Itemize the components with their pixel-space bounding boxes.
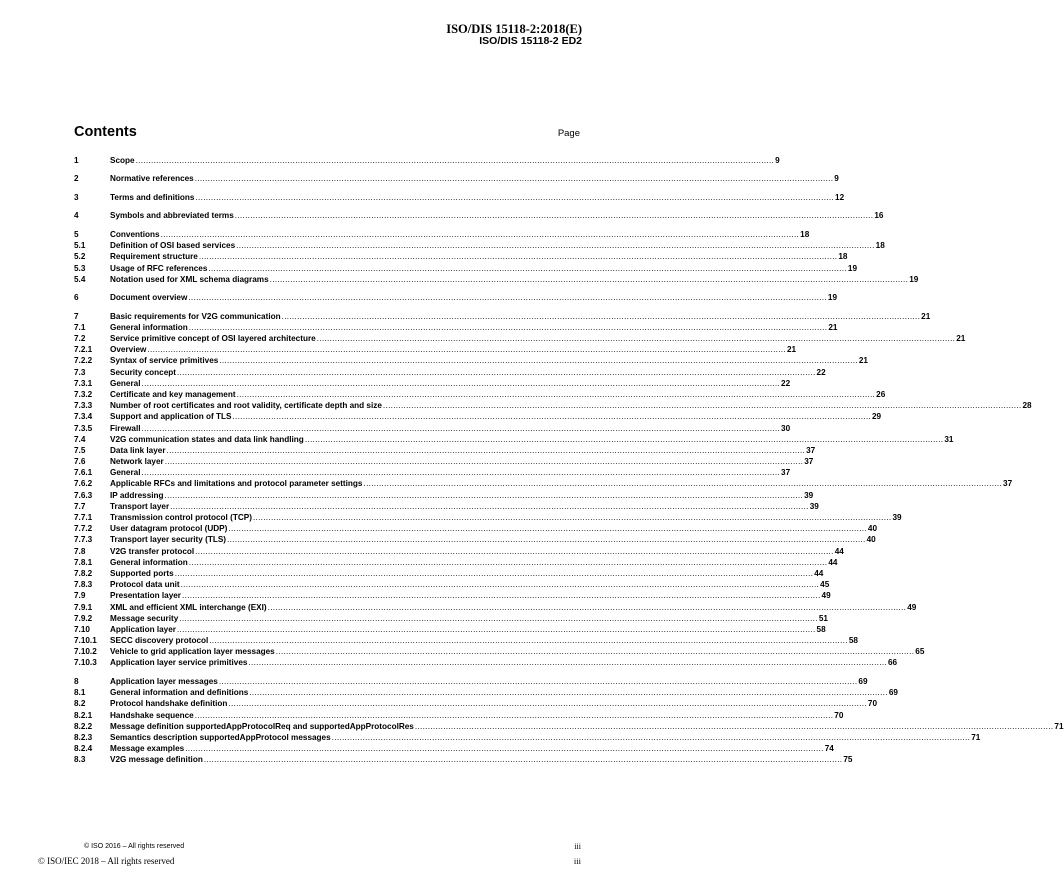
toc-entry[interactable] bbox=[74, 274, 919, 285]
toc-entry-page[interactable]: 22 bbox=[816, 367, 826, 377]
toc-entry-title[interactable]: Conventions bbox=[110, 229, 160, 239]
toc-entry-title[interactable]: Data link layer bbox=[110, 445, 166, 455]
toc-entry-number: 7.8.2 bbox=[74, 568, 93, 578]
toc-entry-title[interactable]: Transport layer bbox=[110, 501, 170, 511]
toc-entry-number: 5.2 bbox=[74, 252, 86, 262]
toc-entry[interactable] bbox=[74, 434, 954, 445]
toc-entry-title[interactable]: User datagram protocol (UDP) bbox=[110, 524, 228, 534]
toc-entry-number: 7.3 bbox=[74, 367, 86, 377]
toc-leader-dots bbox=[282, 311, 921, 322]
toc-entry-title[interactable]: General bbox=[110, 378, 141, 388]
toc-leader-dots bbox=[195, 192, 834, 203]
toc-entry-page[interactable]: 39 bbox=[892, 513, 902, 523]
toc-entry-number: 7.6.1 bbox=[74, 468, 93, 478]
toc-entry-title[interactable]: General information bbox=[110, 322, 188, 332]
toc-leader-dots bbox=[189, 557, 828, 568]
toc-entry-title[interactable]: Notation used for XML schema diagrams bbox=[110, 274, 269, 284]
toc-entry[interactable] bbox=[74, 445, 816, 456]
toc-entry-number: 7.8.1 bbox=[74, 557, 93, 567]
toc-entry-page[interactable]: 69 bbox=[888, 688, 898, 698]
toc-entry-number: 6 bbox=[74, 293, 79, 303]
toc-entry-page[interactable]: 58 bbox=[816, 624, 826, 634]
toc-leader-dots bbox=[195, 173, 834, 184]
toc-entry-page[interactable]: 30 bbox=[781, 423, 791, 433]
toc-entry[interactable] bbox=[74, 355, 868, 366]
toc-entry-page[interactable]: 12 bbox=[835, 192, 845, 202]
toc-entry-number: 8.2 bbox=[74, 699, 86, 709]
toc-entry-number: 1 bbox=[74, 156, 79, 165]
toc-leader-dots bbox=[227, 534, 866, 545]
toc-leader-dots bbox=[165, 456, 804, 467]
toc-leader-dots bbox=[236, 240, 875, 251]
toc-entry[interactable] bbox=[74, 411, 882, 422]
toc-leader-dots bbox=[228, 698, 867, 709]
toc-entry-number: 8.3 bbox=[74, 755, 86, 765]
page-column-label: Page bbox=[557, 128, 580, 139]
toc-entry-title[interactable]: Firewall bbox=[110, 423, 141, 433]
toc-entry-title[interactable]: Terms and definitions bbox=[110, 192, 195, 202]
toc-entry-title[interactable]: Security concept bbox=[110, 367, 176, 377]
toc-entry-page[interactable]: 71 bbox=[971, 732, 981, 742]
toc-entry-page[interactable]: 40 bbox=[866, 535, 876, 545]
toc-entry-page[interactable]: 66 bbox=[887, 658, 898, 668]
toc-entry[interactable] bbox=[74, 251, 848, 262]
toc-entry-number: 8 bbox=[74, 676, 79, 686]
toc-entry-title[interactable]: Support and application of TLS bbox=[110, 412, 232, 422]
toc-entry-number: 8.2.3 bbox=[74, 732, 93, 742]
toc-entry-title[interactable]: Presentation layer bbox=[110, 591, 181, 601]
toc-entry-page[interactable]: 39 bbox=[809, 501, 819, 511]
toc-leader-dots bbox=[147, 344, 786, 355]
toc-entry-number: 7.8 bbox=[74, 546, 86, 556]
toc-leader-dots bbox=[177, 367, 816, 378]
toc-entry-title[interactable]: Vehicle to grid application layer messages bbox=[110, 647, 275, 657]
toc-entry[interactable] bbox=[74, 613, 828, 624]
header-edition-id: ISO/DIS 15118-2 ED2 bbox=[479, 35, 582, 47]
toc-leader-dots bbox=[142, 467, 781, 478]
toc-entry-title[interactable]: Transport layer security (TLS) bbox=[110, 535, 227, 545]
toc-entry[interactable] bbox=[74, 635, 858, 646]
toc-leader-dots bbox=[170, 501, 809, 512]
toc-entry-title[interactable]: Supported ports bbox=[110, 568, 174, 578]
toc-entry[interactable] bbox=[74, 657, 898, 668]
toc-leader-dots bbox=[182, 590, 821, 601]
toc-entry-page[interactable]: 49 bbox=[907, 602, 917, 612]
footer-inner-copyright: © ISO 2016 – All rights reserved bbox=[84, 843, 185, 850]
toc-entry-title[interactable]: General information and definitions bbox=[110, 688, 249, 698]
toc-entry[interactable] bbox=[74, 624, 826, 635]
toc-entry-number: 7.7.3 bbox=[74, 535, 93, 545]
toc-entry[interactable] bbox=[74, 590, 831, 601]
toc-entry-number: 8.2.2 bbox=[74, 721, 93, 731]
toc-leader-dots bbox=[175, 568, 814, 579]
toc-leader-dots bbox=[199, 251, 838, 262]
toc-entry[interactable] bbox=[74, 512, 902, 523]
toc-entry[interactable] bbox=[74, 501, 819, 512]
toc-entry[interactable] bbox=[74, 568, 824, 579]
toc-entry-title[interactable]: Basic requirements for V2G communication bbox=[110, 311, 281, 321]
page-title: Contents bbox=[74, 124, 137, 140]
toc-entry-number: 7.3.5 bbox=[74, 423, 93, 433]
toc-entry-title[interactable]: Certificate and key management bbox=[110, 389, 236, 399]
toc-entry[interactable] bbox=[74, 333, 966, 344]
toc-entry-number: 7.10.2 bbox=[74, 647, 97, 657]
toc-entry-number: 7.10.1 bbox=[74, 636, 97, 646]
toc-entry-page[interactable]: 37 bbox=[806, 445, 816, 455]
toc-entry-title[interactable]: Protocol handshake definition bbox=[110, 699, 228, 709]
toc-leader-dots bbox=[383, 400, 1022, 411]
toc-entry[interactable] bbox=[74, 467, 791, 478]
toc-entry[interactable] bbox=[74, 263, 858, 274]
toc-entry[interactable] bbox=[74, 754, 853, 765]
toc-entry-page[interactable]: 40 bbox=[867, 524, 878, 534]
toc-entry-page[interactable]: 9 bbox=[775, 156, 780, 165]
toc-entry[interactable] bbox=[74, 602, 917, 613]
toc-entry-number: 7.7 bbox=[74, 501, 86, 511]
toc-entry-title[interactable]: Service primitive concept of OSI layered architecture bbox=[110, 334, 316, 344]
toc-entry[interactable] bbox=[74, 687, 898, 698]
toc-leader-dots bbox=[268, 602, 907, 613]
toc-leader-dots bbox=[219, 355, 858, 366]
toc-leader-dots bbox=[237, 389, 876, 400]
toc-leader-dots bbox=[270, 274, 909, 285]
toc-leader-dots bbox=[136, 155, 775, 166]
toc-entry-page[interactable]: 44 bbox=[828, 557, 838, 567]
toc-leader-dots bbox=[235, 210, 874, 221]
toc-entry-number: 7.9.2 bbox=[74, 613, 93, 623]
toc-entry-page[interactable]: 26 bbox=[876, 389, 886, 399]
toc-entry-number: 7 bbox=[74, 311, 79, 321]
toc-entry[interactable] bbox=[74, 698, 878, 709]
toc-entry-page[interactable]: 28 bbox=[1022, 401, 1032, 411]
toc-entry-page[interactable]: 19 bbox=[827, 293, 838, 303]
toc-entry[interactable] bbox=[74, 732, 981, 743]
toc-entry-number: 7.5 bbox=[74, 445, 86, 455]
toc-entry-title[interactable]: Application layer bbox=[110, 624, 176, 634]
toc-leader-dots bbox=[208, 263, 847, 274]
toc-entry[interactable] bbox=[74, 546, 844, 557]
toc-entry-page[interactable]: 29 bbox=[872, 412, 882, 422]
toc-entry-page[interactable]: 19 bbox=[847, 263, 858, 273]
toc-leader-dots bbox=[165, 490, 804, 501]
toc-entry-number: 7.7.2 bbox=[74, 524, 93, 534]
toc-entry-page[interactable]: 21 bbox=[786, 345, 797, 355]
toc-leader-dots bbox=[317, 333, 956, 344]
toc-entry-title[interactable]: IP addressing bbox=[110, 490, 164, 500]
toc-entry-number: 5 bbox=[74, 229, 79, 239]
toc-entry-number: 7.2 bbox=[74, 334, 86, 344]
toc-entry-page[interactable]: 65 bbox=[915, 647, 925, 657]
toc-entry[interactable] bbox=[74, 478, 1013, 489]
toc-entry[interactable] bbox=[74, 173, 839, 184]
toc-entry-page[interactable]: 37 bbox=[1003, 479, 1013, 489]
toc-entry[interactable] bbox=[74, 534, 876, 545]
toc-entry-title[interactable]: Protocol data unit bbox=[110, 580, 180, 590]
toc-entry-page[interactable]: 21 bbox=[956, 334, 966, 344]
toc-entry[interactable] bbox=[74, 292, 838, 303]
toc-entry-title[interactable]: V2G message definition bbox=[110, 755, 203, 765]
toc-leader-dots bbox=[305, 434, 944, 445]
toc-leader-dots bbox=[276, 646, 915, 657]
footer-outer-page-number: iii bbox=[573, 856, 581, 866]
toc-entry-title[interactable]: Overview bbox=[110, 345, 147, 355]
toc-leader-dots bbox=[189, 322, 828, 333]
toc-entry-number: 7.7.1 bbox=[74, 513, 93, 523]
toc-leader-dots bbox=[209, 635, 848, 646]
toc-entry-number: 4 bbox=[74, 211, 79, 221]
toc-entry-title[interactable]: SECC discovery protocol bbox=[110, 636, 209, 646]
toc-entry-number: 5.3 bbox=[74, 263, 86, 273]
toc-entry-number: 7.10.3 bbox=[74, 658, 97, 668]
toc-entry-page[interactable]: 58 bbox=[848, 636, 858, 646]
toc-entry-page[interactable]: 75 bbox=[843, 755, 853, 765]
toc-entry-number: 7.10 bbox=[74, 624, 90, 634]
toc-entry-title[interactable]: Message definition supportedAppProtocolReq and supportedAppProtocolRes bbox=[110, 721, 414, 731]
toc-leader-dots bbox=[142, 378, 781, 389]
toc-entry[interactable] bbox=[74, 743, 834, 754]
toc-entry[interactable] bbox=[74, 155, 780, 166]
toc-leader-dots bbox=[177, 624, 816, 635]
toc-leader-dots bbox=[248, 657, 887, 668]
toc-entry[interactable] bbox=[74, 646, 925, 657]
toc-leader-dots bbox=[188, 292, 827, 303]
toc-entry-number: 7.6 bbox=[74, 457, 86, 467]
toc-entry-page[interactable]: 19 bbox=[909, 274, 919, 284]
toc-entry-number: 7.3.4 bbox=[74, 412, 93, 422]
table-of-contents bbox=[74, 155, 1064, 765]
toc-entry[interactable] bbox=[74, 400, 1032, 411]
toc-leader-dots bbox=[185, 743, 824, 754]
toc-entry-title[interactable]: Handshake sequence bbox=[110, 710, 194, 720]
toc-entry-title[interactable]: Scope bbox=[110, 156, 135, 165]
toc-entry-title[interactable]: Document overview bbox=[110, 293, 188, 303]
toc-entry[interactable] bbox=[74, 229, 810, 240]
toc-entry[interactable] bbox=[74, 557, 838, 568]
toc-entry-title[interactable]: Application layer messages bbox=[110, 676, 218, 686]
toc-entry-page[interactable]: 18 bbox=[838, 252, 848, 262]
toc-entry-title[interactable]: Application layer service primitives bbox=[110, 658, 248, 668]
toc-entry[interactable] bbox=[74, 721, 1064, 732]
toc-entry-title[interactable]: V2G transfer protocol bbox=[110, 546, 195, 556]
toc-entry-page[interactable]: 21 bbox=[828, 322, 838, 332]
toc-entry-title[interactable]: V2G communication states and data link handling bbox=[110, 434, 304, 444]
toc-leader-dots bbox=[219, 676, 858, 687]
toc-entry-page[interactable]: 31 bbox=[944, 434, 954, 444]
toc-entry-number: 7.2.1 bbox=[74, 345, 93, 355]
toc-entry-page[interactable]: 18 bbox=[875, 241, 885, 251]
toc-entry-title[interactable]: Definition of OSI based services bbox=[110, 241, 236, 251]
toc-entry-page[interactable]: 51 bbox=[818, 613, 828, 623]
toc-entry-number: 3 bbox=[74, 192, 79, 202]
toc-entry-page[interactable]: 39 bbox=[804, 490, 814, 500]
toc-entry-title[interactable]: Syntax of service primitives bbox=[110, 356, 219, 366]
toc-entry[interactable] bbox=[74, 490, 814, 501]
toc-entry-page[interactable]: 37 bbox=[804, 457, 814, 467]
toc-entry-number: 7.3.2 bbox=[74, 389, 93, 399]
toc-entry-number: 7.6.2 bbox=[74, 479, 93, 489]
toc-entry[interactable] bbox=[74, 456, 814, 467]
toc-entry[interactable] bbox=[74, 710, 844, 721]
toc-entry-title[interactable]: Semantics description supportedAppProtocol messages bbox=[110, 732, 331, 742]
toc-entry[interactable] bbox=[74, 344, 797, 355]
toc-entry-page[interactable]: 16 bbox=[874, 211, 884, 221]
footer-inner-page-number: iii bbox=[574, 842, 581, 851]
toc-entry-number: 5.4 bbox=[74, 274, 86, 284]
toc-entry-title[interactable]: General bbox=[110, 468, 141, 478]
toc-entry[interactable] bbox=[74, 210, 884, 221]
toc-entry-title[interactable]: XML and efficient XML interchange (EXI) bbox=[110, 602, 267, 612]
toc-leader-dots bbox=[332, 732, 971, 743]
toc-entry-number: 8.1 bbox=[74, 688, 86, 698]
toc-entry-number: 8.2.1 bbox=[74, 710, 93, 720]
toc-entry-number: 7.4 bbox=[74, 434, 86, 444]
toc-entry-number: 7.3.1 bbox=[74, 378, 93, 388]
toc-entry-page[interactable]: 70 bbox=[867, 699, 878, 709]
toc-entry-page[interactable]: 44 bbox=[814, 568, 824, 578]
toc-entry-number: 7.1 bbox=[74, 322, 86, 332]
toc-entry[interactable] bbox=[74, 240, 885, 251]
toc-entry-number: 7.8.3 bbox=[74, 580, 93, 590]
toc-entry[interactable] bbox=[74, 676, 868, 687]
toc-leader-dots bbox=[195, 546, 834, 557]
toc-entry-page[interactable]: 21 bbox=[858, 356, 868, 366]
toc-entry-title[interactable]: Message security bbox=[110, 613, 179, 623]
toc-entry-title[interactable]: Transmission control protocol (TCP) bbox=[110, 513, 252, 523]
toc-leader-dots bbox=[195, 710, 834, 721]
toc-entry-number: 2 bbox=[74, 174, 79, 184]
toc-entry-number: 7.9.1 bbox=[74, 602, 93, 612]
toc-entry-title[interactable]: Normative references bbox=[110, 174, 194, 184]
toc-entry[interactable] bbox=[74, 192, 845, 203]
toc-entry-number: 5.1 bbox=[74, 241, 86, 251]
toc-entry-number: 8.2.4 bbox=[74, 744, 93, 754]
toc-entry-title[interactable]: Applicable RFCs and limitations and protocol parameter settings bbox=[110, 479, 363, 489]
toc-entry-title[interactable]: Usage of RFC references bbox=[110, 263, 208, 273]
toc-entry-page[interactable]: 71 bbox=[1054, 721, 1064, 731]
toc-entry-title[interactable]: Requirement structure bbox=[110, 252, 198, 262]
toc-entry[interactable] bbox=[74, 322, 838, 333]
toc-entry[interactable] bbox=[74, 579, 830, 590]
toc-leader-dots bbox=[249, 687, 888, 698]
toc-leader-dots bbox=[415, 721, 1054, 732]
toc-leader-dots bbox=[161, 229, 800, 240]
toc-leader-dots bbox=[364, 478, 1003, 489]
toc-entry-number: 7.9 bbox=[74, 591, 86, 601]
toc-entry-page[interactable]: 9 bbox=[834, 174, 839, 184]
toc-leader-dots bbox=[204, 754, 843, 765]
toc-entry[interactable] bbox=[74, 311, 931, 322]
toc-entry-title[interactable]: General information bbox=[110, 557, 188, 567]
toc-entry-number: 7.6.3 bbox=[74, 490, 93, 500]
toc-entry-title[interactable]: Message examples bbox=[110, 744, 185, 754]
toc-entry[interactable] bbox=[74, 423, 791, 434]
toc-entry-page[interactable]: 74 bbox=[824, 744, 834, 754]
footer-outer-copyright: © ISO/IEC 2018 – All rights reserved bbox=[38, 856, 175, 866]
toc-entry-page[interactable]: 37 bbox=[781, 468, 791, 478]
toc-entry[interactable] bbox=[74, 367, 826, 378]
toc-leader-dots bbox=[232, 411, 871, 422]
toc-entry-page[interactable]: 70 bbox=[834, 710, 844, 720]
toc-leader-dots bbox=[167, 445, 806, 456]
toc-entry[interactable] bbox=[74, 523, 878, 534]
toc-leader-dots bbox=[142, 423, 781, 434]
toc-entry-title[interactable]: Network layer bbox=[110, 457, 164, 467]
toc-entry-title[interactable]: Symbols and abbreviated terms bbox=[110, 211, 234, 221]
toc-entry-page[interactable]: 18 bbox=[800, 229, 810, 239]
toc-leader-dots bbox=[181, 579, 820, 590]
toc-leader-dots bbox=[253, 512, 892, 523]
toc-entry[interactable] bbox=[74, 389, 886, 400]
toc-entry-title[interactable]: Number of root certificates and root validity, certificate depth and size bbox=[110, 401, 382, 411]
toc-entry-page[interactable]: 22 bbox=[781, 378, 791, 388]
toc-entry-page[interactable]: 45 bbox=[820, 580, 830, 590]
header-document-id: ISO/DIS 15118-2:2018(E) bbox=[446, 22, 582, 36]
toc-entry-page[interactable]: 49 bbox=[821, 591, 831, 601]
toc-entry[interactable] bbox=[74, 378, 791, 389]
toc-entry-page[interactable]: 44 bbox=[834, 546, 844, 556]
toc-leader-dots bbox=[179, 613, 818, 624]
toc-entry-number: 7.3.3 bbox=[74, 401, 93, 411]
toc-entry-page[interactable]: 69 bbox=[858, 676, 868, 686]
toc-entry-number: 7.2.2 bbox=[74, 356, 93, 366]
toc-entry-page[interactable]: 21 bbox=[921, 311, 931, 321]
toc-leader-dots bbox=[228, 523, 867, 534]
